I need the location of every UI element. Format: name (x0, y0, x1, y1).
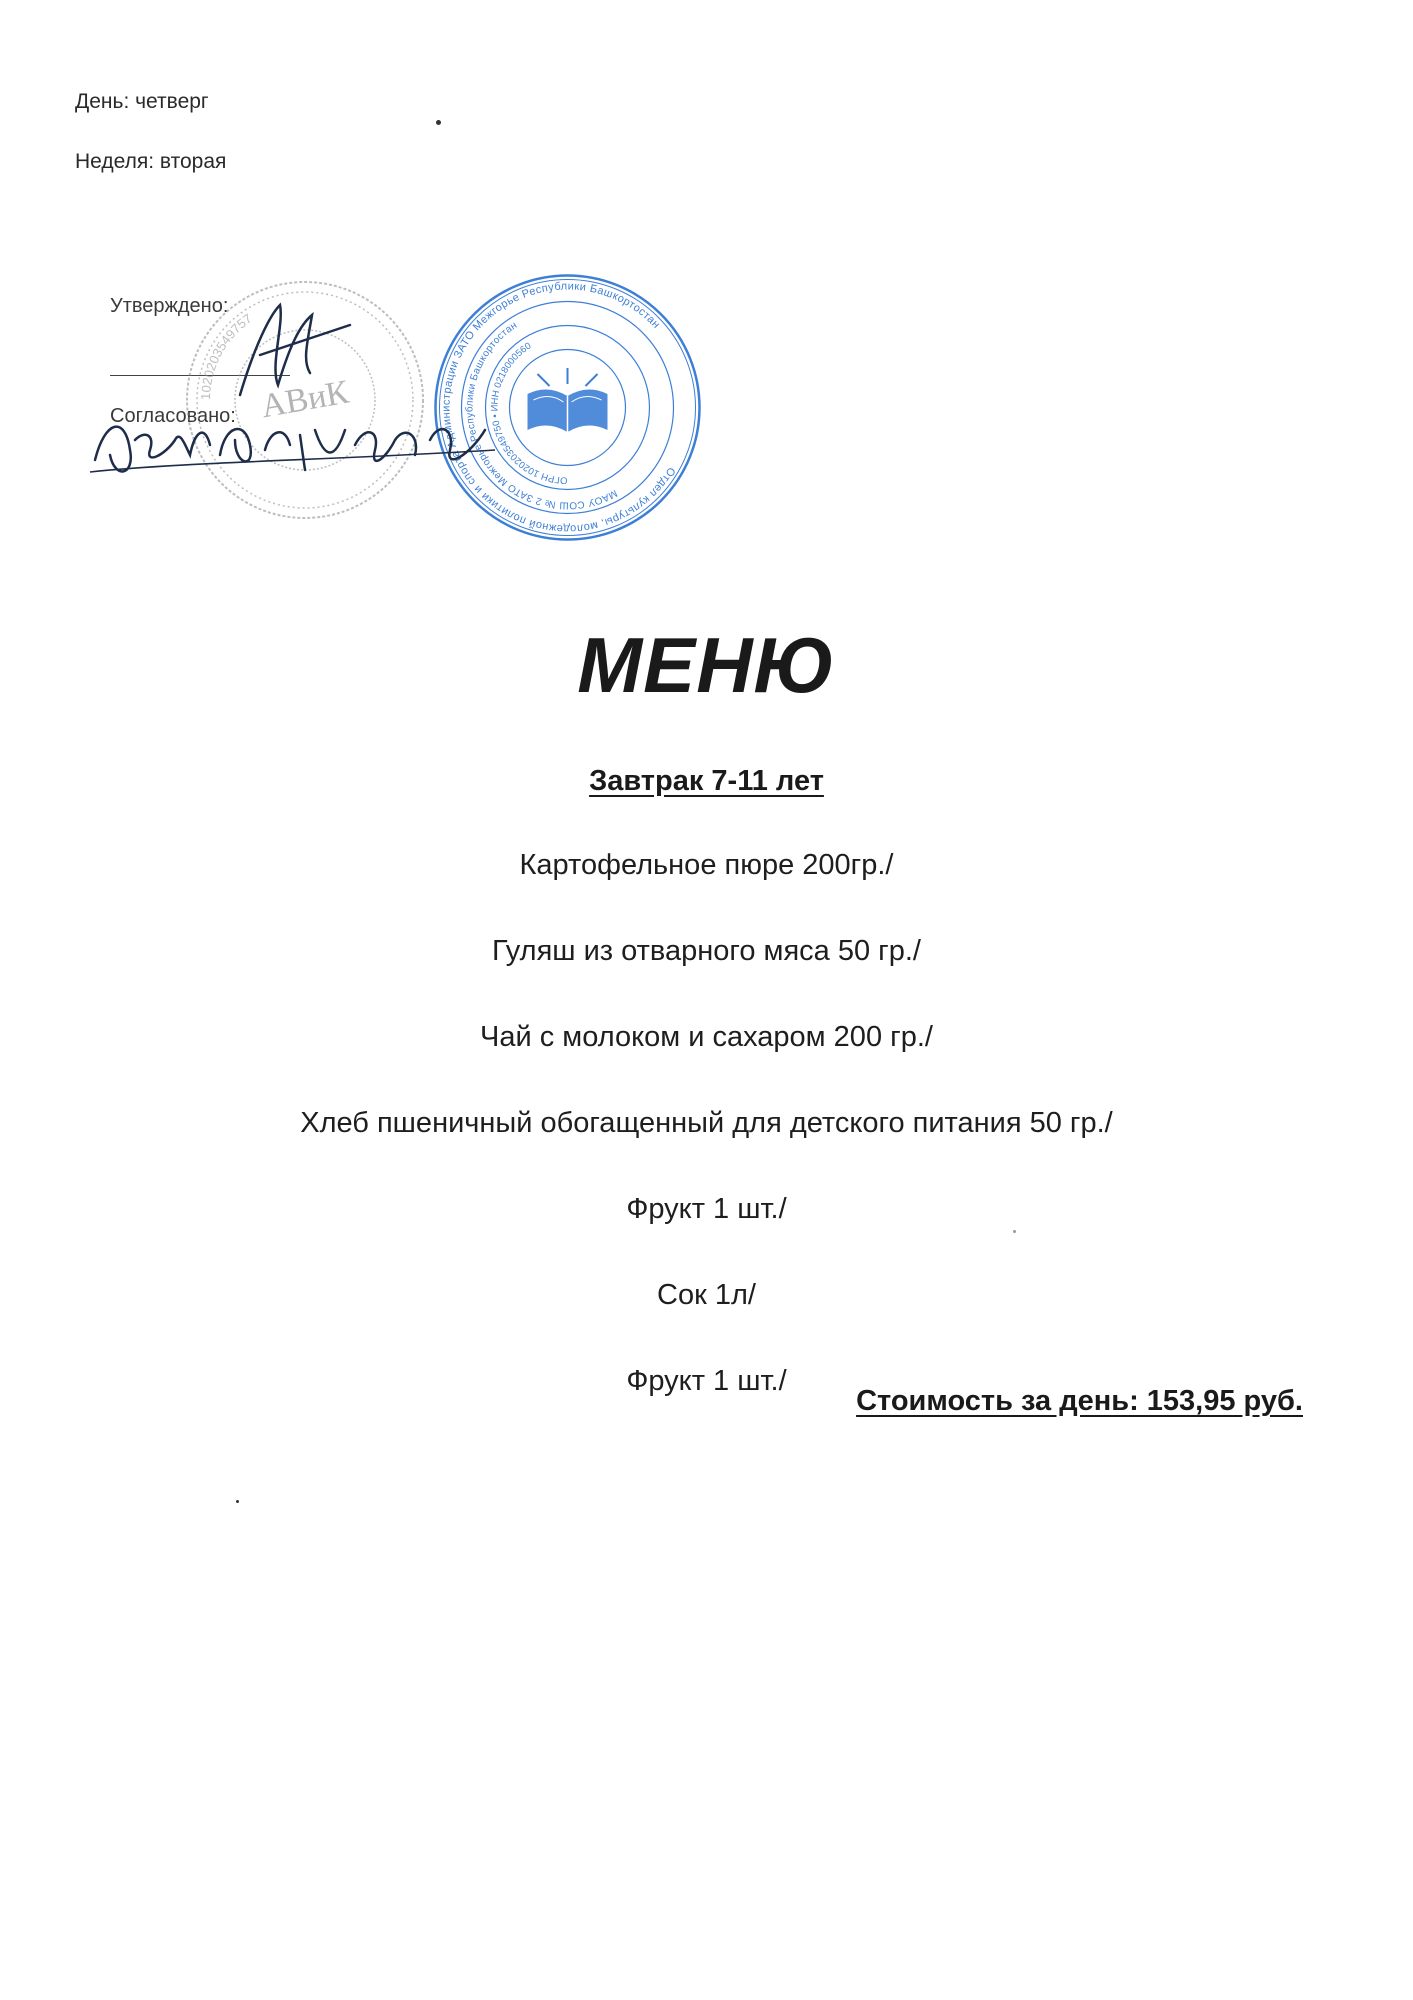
page-title: МЕНЮ (577, 621, 836, 709)
menu-item: Фрукт 1 шт./ (626, 1365, 787, 1397)
menu-item: Картофельное пюре 200гр./ (519, 849, 894, 881)
menu-items (0, 845, 1413, 1447)
blue-stamp-inner-text: ОГРН 1020203549750 • ИНН 0218000560 (489, 340, 568, 486)
blue-stamp-middle-text: МАОУ СОШ № 2 ЗАТО Межгорье Республики Башкортостан (464, 319, 619, 511)
scan-speck (1013, 1230, 1016, 1233)
agreed-signature (85, 400, 505, 490)
menu-item: Сок 1л/ (657, 1279, 756, 1311)
menu-item: Хлеб пшеничный обогащенный для детского питания 50 гр./ (300, 1107, 1113, 1139)
day-label: День: четверг (75, 90, 209, 113)
agreed-label: Согласовано: (110, 405, 236, 427)
open-book-icon (528, 368, 608, 432)
week-label: Неделя: вторая (75, 150, 227, 173)
menu-item: Чай с молоком и сахаром 200 гр./ (480, 1021, 933, 1053)
daily-cost: Стоимость за день: 153,95 руб. (856, 1385, 1303, 1417)
blue-stamp-outer-text: Отдел культуры, молодежной политики и спорта Администрации ЗАТО Межгорье Республики Башкортостан (440, 280, 678, 535)
gray-stamp-ring-number: 1020203549757 (197, 310, 255, 401)
menu-item: Гуляш из отварного мяса 50 гр./ (492, 935, 921, 967)
approval-signature (197, 285, 390, 415)
meal-section-title: Завтрак 7-11 лет (589, 765, 824, 797)
approved-label: Утверждено: (110, 295, 229, 317)
gray-stamp-center: АВиК (258, 373, 352, 426)
scan-speck (436, 120, 441, 125)
scan-speck (236, 1500, 239, 1503)
menu-item: Фрукт 1 шт./ (626, 1193, 787, 1225)
